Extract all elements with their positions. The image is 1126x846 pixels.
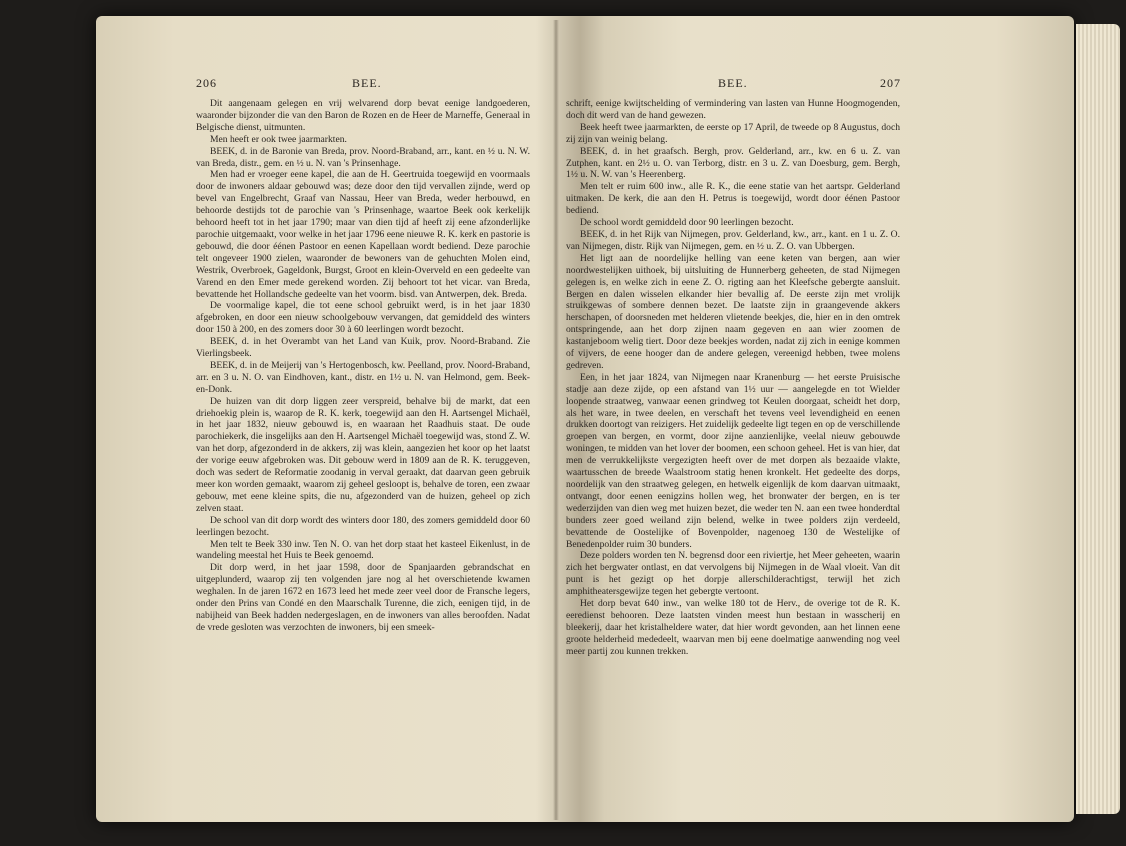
paragraph: Men had er vroeger eene kapel, die aan de H. Geertruida toegewijd en voormaals door de inwoners aldaar gebouwd was; deze door den tijd vervallen zijnde, werd op bevel van Engelbrecht, Graaf van Nassau, Heer van Breda, weder herbouwd, en behoorde destijds tot de parochie van 's Prinsenhage, waartoe Beek ook kerkelijk behoord heeft tot in het jaar 1790; maar van dien tijd af heeft zij eene afzonderlijke parochie uitgemaakt, voor welke in het jaar 1796 eene nieuwe R. K. kerk en pastorie is gebouwd, die door éénen Pastoor en eenen Kapellaan wordt bediend. Deze parochie telt ongeveer 1900 zielen, waaronder de bewoners van de gehuchten Molen eind, Westrik, Overbroek, Gageldonk, Burgst, Groot en klein-Overveld en een gedeelte van Varend en den Emer mede gerekend worden. Zij behoort tot het vicar. van Breda, bevattende het Hollandsche gedeelte van het voorm. bisd. van Antwerpen, dek. Breda. (196, 169, 530, 300)
paragraph: De school wordt gemiddeld door 90 leerlingen bezocht. (580, 217, 794, 229)
paragraph: Men heeft er ook twee jaarmarkten. (210, 133, 347, 145)
paragraph: De school van dit dorp wordt des winters door 180, des zomers gemiddeld door 60 leerlingen bezocht. (196, 514, 530, 538)
paragraph: Het ligt aan de noordelijke helling van eene keten van bergen, aan wier noordwestelijken uithoek, bij uitsluiting de Hunnerberg geheeten, de stad Nijmegen gelegen is, en welke zich in eene Z. O. rigting aan het Kleefsche gebergte aansluit. Bergen en dalen wisselen elkander hier bevallig af. De eerste zijn met vrolijk struikgewas of sombere dennen bezet. De laatste zijn in graangevende akkers herschapen, of doorsneden met helderen vlietende beekjes, die, hier en in den omtrek ontspringende, aan het dorp zijnen naam gegeven en aan wier zoomen de kastanjeboom welig tiert. Door deze beekjes worden, nadat zij zich in eenige kommen of vijvers, de eene hooger dan de andere gelegen, vereenigd hebben, twee molens gedreven. (566, 252, 900, 371)
paragraph: Beek heeft twee jaarmarkten, de eerste op 17 April, de tweede op 8 Augustus, doch zij zijn van weinig belang. (566, 121, 900, 145)
paragraph: Men telt te Beek 330 inw. Ten N. O. van het dorp staat het kasteel Eikenlust, in de wandeling meestal het Huis te Beek genoemd. (196, 538, 530, 562)
paragraph: schrift, eenige kwijtschelding of vermindering van lasten van Hunne Hoogmogenden, doch dit werd van de hand gewezen. (566, 98, 900, 121)
running-head-right: BEE. (718, 76, 748, 90)
paragraph: Men telt er ruim 600 inw., alle R. K., die eene statie van het aartspr. Gelderland uitmaken. De kerk, die aan den H. Petrus is toegewijd, wordt door éénen Pastoor bediend. (566, 181, 900, 217)
page-number-right: 207 (880, 76, 901, 90)
paragraph: BEEK, d. in het graafsch. Bergh, prov. Gelderland, arr., kw. en 6 u. Z. van Zutphen, kant. en 2½ u. O. van Terborg, distr. en 3 u. Z. van Doesburg, gem. Bergh, 1½ u. N. W. van 's Heerenberg. (566, 145, 900, 181)
paragraph: Het dorp bevat 640 inw., van welke 180 tot de Herv., de overige tot de R. K. eeredienst behooren. Deze laatsten vinden meest hun bestaan in wasscherij en bleekerij, daar het kristalheldere water, dat hier wordt gevonden, aan het linnen eene groote helderheid mededeelt, waarvan men bij eene doelmatige aanwending nog veel meer partij zou kunnen trekken. (566, 598, 900, 657)
right-page-body (566, 98, 900, 658)
left-page-body (196, 98, 530, 634)
paragraph: Dit dorp werd, in het jaar 1598, door de Spanjaarden gebrandschat en uitgeplunderd, waarop zij ten volgenden jare nog al het overschietende kwamen weghalen. In de jaren 1672 en 1673 leed het mede zeer veel door de Fransche legers, onder den Prins van Condé en den Maarschalk Turenne, die zich, eenigen tijd, in de nabijheid van Beek hadden nedergeslagen, en de inwoners van alles beroofden. Nadat de vrede gesloten was verzochten de inwoners, bij een smeek- (196, 562, 530, 633)
paragraph: De huizen van dit dorp liggen zeer verspreid, behalve bij de markt, dat een driehoekig plein is, waarop de R. K. kerk, toegewijd aan den H. Aartsengel Michaël, in het jaar 1832, nieuw gebouwd is, en waaraan het Raadhuis staat. De oude parochiekerk, die insgelijks aan den H. Aartsengel Michaël toegewijd was, stond Z. W. van het dorp, afgezonderd in de akkers, zij was klein, aangezien het koor op het laatst der vorige eeuw afgebroken was. Dit gebouw werd in 1809 aan de R. K. teruggeven, doch was sedert de Reformatie zoodanig in verval geraakt, dat daarvan geen gebruik meer kon worden gemaakt, waarom zij geheel gesloopt is, behalve de toren, een zwaar gebouw, met eene kleine spits, die nu, afgezonderd van de huizen, geheel op zich zelven staat. (196, 395, 530, 514)
paragraph: Dit aangenaam gelegen en vrij welvarend dorp bevat eenige landgoederen, waaronder bijzonder die van den Baron de Rozen en de Heer de Marneffe, Generaal in Belgische dienst, uitmunten. (196, 98, 530, 133)
paragraph: BEEK, d. in de Baronie van Breda, prov. Noord-Braband, arr., kant. en ½ u. N. W. van Breda, distr., gem. en ½ u. N. van 's Prinsenhage. (196, 145, 530, 169)
paragraph: BEEK, d. in de Meijerij van 's Hertogenbosch, kw. Peelland, prov. Noord-Braband, arr. en 3 u. N. O. van Eindhoven, kant., distr. en 1½ u. N. van Helmond, gem. Beek-en-Donk. (196, 359, 530, 395)
paragraph: Deze polders worden ten N. begrensd door een riviertje, het Meer geheeten, waarin zich het bergwater ontlast, en dat vervolgens bij Nijmegen in de Waal vloeit. Van dit punt is het gezigt op het dorpje allerschilderachtigst, terwijl het zich amphitheatersgewijze tegen het gebergte vertoont. (566, 550, 900, 598)
paragraph: Een, in het jaar 1824, van Nijmegen naar Kranenburg — het eerste Pruisische stadje aan deze zijde, op een afstand van 1½ uur — aangelegde en tot Wielder loopende straatweg, vanwaar eenen grindweg tot Keulen doorgaat, scheidt het dorp, als het ware, in twee deelen, en verschaft het tevens veel levendigheid en eenen drukken doortogt van reizigers. Het zuidelijk gedeelte ligt tegen en op de verschillende groepen van bergen, en vormt, door zijne aanzienlijke, veelal nieuw gebouwde woningen, te midden van het lover der boomen, een schoon geheel. Het is van hier, dat men de verrukkelijkste vergezigten heeft over de met dorpen als bezaaide vlakte, waartusschen de breede Waalstroom statig henen kronkelt. Het gedeelte des dorps, noordelijk van den straatweg gelegen, en hetwelk eigenlijk de kom daarvan uitmaakt, ontvangt, door eenen eenigzins hollen weg, het bronwater der bergen, en is ter wederzijden van dien weg met huizen bezet, die weder ten N. aan een twee honderdtal bunders zeer goed weiland zijn belend, welke in twee polders zijn verdeeld, bevattende de Oostelijke of Bovenpolder, nagenoeg 130 de Westelijke of Benedenpolder ruim 30 bunders. (566, 371, 900, 550)
running-head-left: BEE. (352, 76, 382, 90)
paragraph: De voormalige kapel, die tot eene school gebruikt werd, is in het jaar 1830 afgebroken, en door een nieuw schoolgebouw vervangen, dat gemiddeld des winters door 150 à 200, en des zomers door 30 à 60 leerlingen wordt bezocht. (196, 300, 530, 336)
gutter-shadow (553, 20, 559, 820)
page-number-left: 206 (196, 76, 217, 90)
paragraph: BEEK, d. in het Overambt van het Land van Kuik, prov. Noord-Braband. Zie Vierlingsbeek. (196, 336, 530, 360)
page-edges (1076, 24, 1120, 814)
paragraph: BEEK, d. in het Rijk van Nijmegen, prov. Gelderland, kw., arr., kant. en 1 u. Z. O. van Nijmegen, distr. Rijk van Nijmegen, gem. en ½ u. Z. O. van Ubbergen. (566, 228, 900, 252)
